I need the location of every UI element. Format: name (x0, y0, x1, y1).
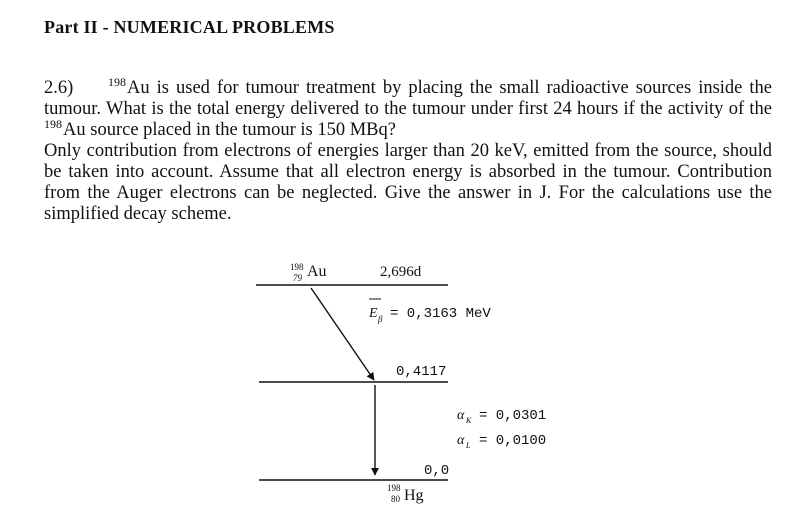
beta-energy-subscript: β (378, 314, 383, 324)
section-heading: Part II - NUMERICAL PROBLEMS (44, 17, 335, 37)
daughter-symbol: Hg (404, 487, 424, 504)
isotope-mass-number: 198 (108, 75, 126, 89)
excited-level-energy: 0,4117 (396, 364, 447, 380)
alpha-k-value: = 0,0301 (479, 408, 547, 424)
problem-paragraph-2: Only contribution from electrons of energies larger than 20 keV, emitted from the source, should be taken into account. Assume that all electron energy is absorbed in the tumour. Contribution from the Auger electrons can be neglected. Give the answer in J. For the calculations use the simplified decay scheme. (44, 141, 772, 224)
isotope-element: Au (63, 120, 86, 140)
beta-energy-value: = 0,3163 MeV (390, 306, 491, 322)
problem-text-2: source placed in the tumour is 150 MBq? (85, 120, 396, 140)
problem-number: 2.6) (44, 78, 74, 98)
beta-energy-symbol: E (369, 306, 378, 321)
alpha-k-subscript: K (466, 416, 472, 425)
parent-atomic-number: 79 (293, 273, 302, 283)
daughter-mass-number: 198 (387, 483, 401, 493)
beta-decay-arrow (311, 288, 374, 380)
alpha-l-value: = 0,0100 (479, 433, 547, 449)
alpha-l-subscript: L (466, 441, 471, 450)
parent-half-life: 2,696d (380, 264, 422, 280)
ground-level-energy: 0,0 (424, 463, 450, 479)
alpha-l-symbol: α (457, 433, 465, 448)
parent-symbol: Au (307, 263, 327, 280)
isotope-mass-number: 198 (44, 117, 62, 131)
isotope-element: Au (127, 78, 150, 98)
problem-text-1: is used for tumour treatment by placing the small radioactive sources inside the tumour. What is the total energy delivered to the tumour under first 24 hours if the activity of the (44, 78, 772, 119)
parent-mass-number: 198 (290, 262, 304, 272)
alpha-k-symbol: α (457, 408, 465, 423)
daughter-atomic-number: 80 (391, 494, 400, 504)
